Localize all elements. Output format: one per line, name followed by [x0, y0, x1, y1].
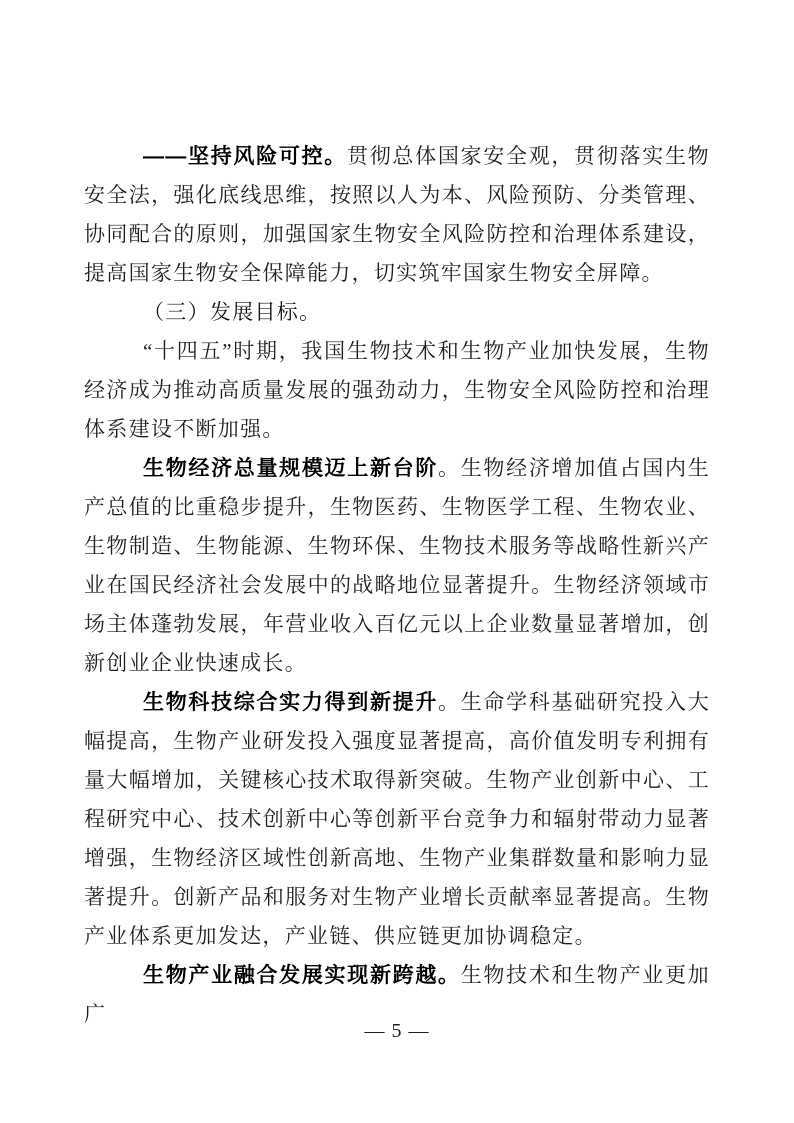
- paragraph-industry-integration-text: 生物技术和生物产业更加广: [84, 963, 710, 1026]
- paragraph-risk-control: [84, 137, 710, 293]
- heading-development-goals: [84, 293, 710, 332]
- paragraph-bioeconomy-scale-text: 。生物经济增加值占国内生产总值的比重稳步提升，生物医药、生物医学工程、生物农业、生物制造、生物能源、生物环保、生物技术服务等战略性新兴产业在国民经济社会发展中的战略地位显著提升。生物经济领域市场主体蓬勃发展，年营业收入百亿元以上企业数量显著增加，创新创业企业快速成长。: [84, 456, 710, 675]
- paragraph-14th-five-year-period-text: “十四五”时期，我国生物技术和生物产业加快发展，生物经济成为推动高质量发展的强劲动力，生物安全风险防控和治理体系建设不断加强。: [84, 339, 710, 441]
- page-number: — 5 —: [364, 1020, 430, 1042]
- page-footer: [0, 1018, 794, 1044]
- paragraph-biotech-strength: [84, 683, 710, 956]
- paragraph-risk-control-text: 贯彻总体国家安全观，贯彻落实生物安全法，强化底线思维，按照以人为本、风险预防、分类管理、协同配合的原则，加强国家生物安全风险防控和治理体系建设，提高国家生物安全保障能力，切实筑牢国家生物安全屏障。: [84, 144, 710, 285]
- paragraph-biotech-strength-text: 。生命学科基础研究投入大幅提高，生物产业研发投入强度显著提高，高价值发明专利拥有量大幅增加，关键核心技术取得新突破。生物产业创新中心、工程研究中心、技术创新中心等创新平台竞争力和辐射带动力显著增强，生物经济区域性创新高地、生物产业集群数量和影响力显著提升。创新产品和服务对生物产业增长贡献率显著提高。生物产业体系更加发达，产业链、供应链更加协调稳定。: [84, 690, 710, 948]
- paragraph-14th-five-year-period: [84, 332, 710, 449]
- heading-development-goals-text: （三）发展目标。: [143, 300, 322, 324]
- paragraph-risk-control-lead: ——坚持风险可控。: [143, 145, 347, 168]
- document-body: [84, 137, 710, 1034]
- paragraph-industry-integration-lead: 生物产业融合发展实现新跨越。: [143, 964, 461, 987]
- paragraph-bioeconomy-scale: [84, 449, 710, 683]
- paragraph-bioeconomy-scale-lead: 生物经济总量规模迈上新台阶: [143, 457, 439, 480]
- paragraph-biotech-strength-lead: 生物科技综合实力得到新提升: [143, 691, 439, 714]
